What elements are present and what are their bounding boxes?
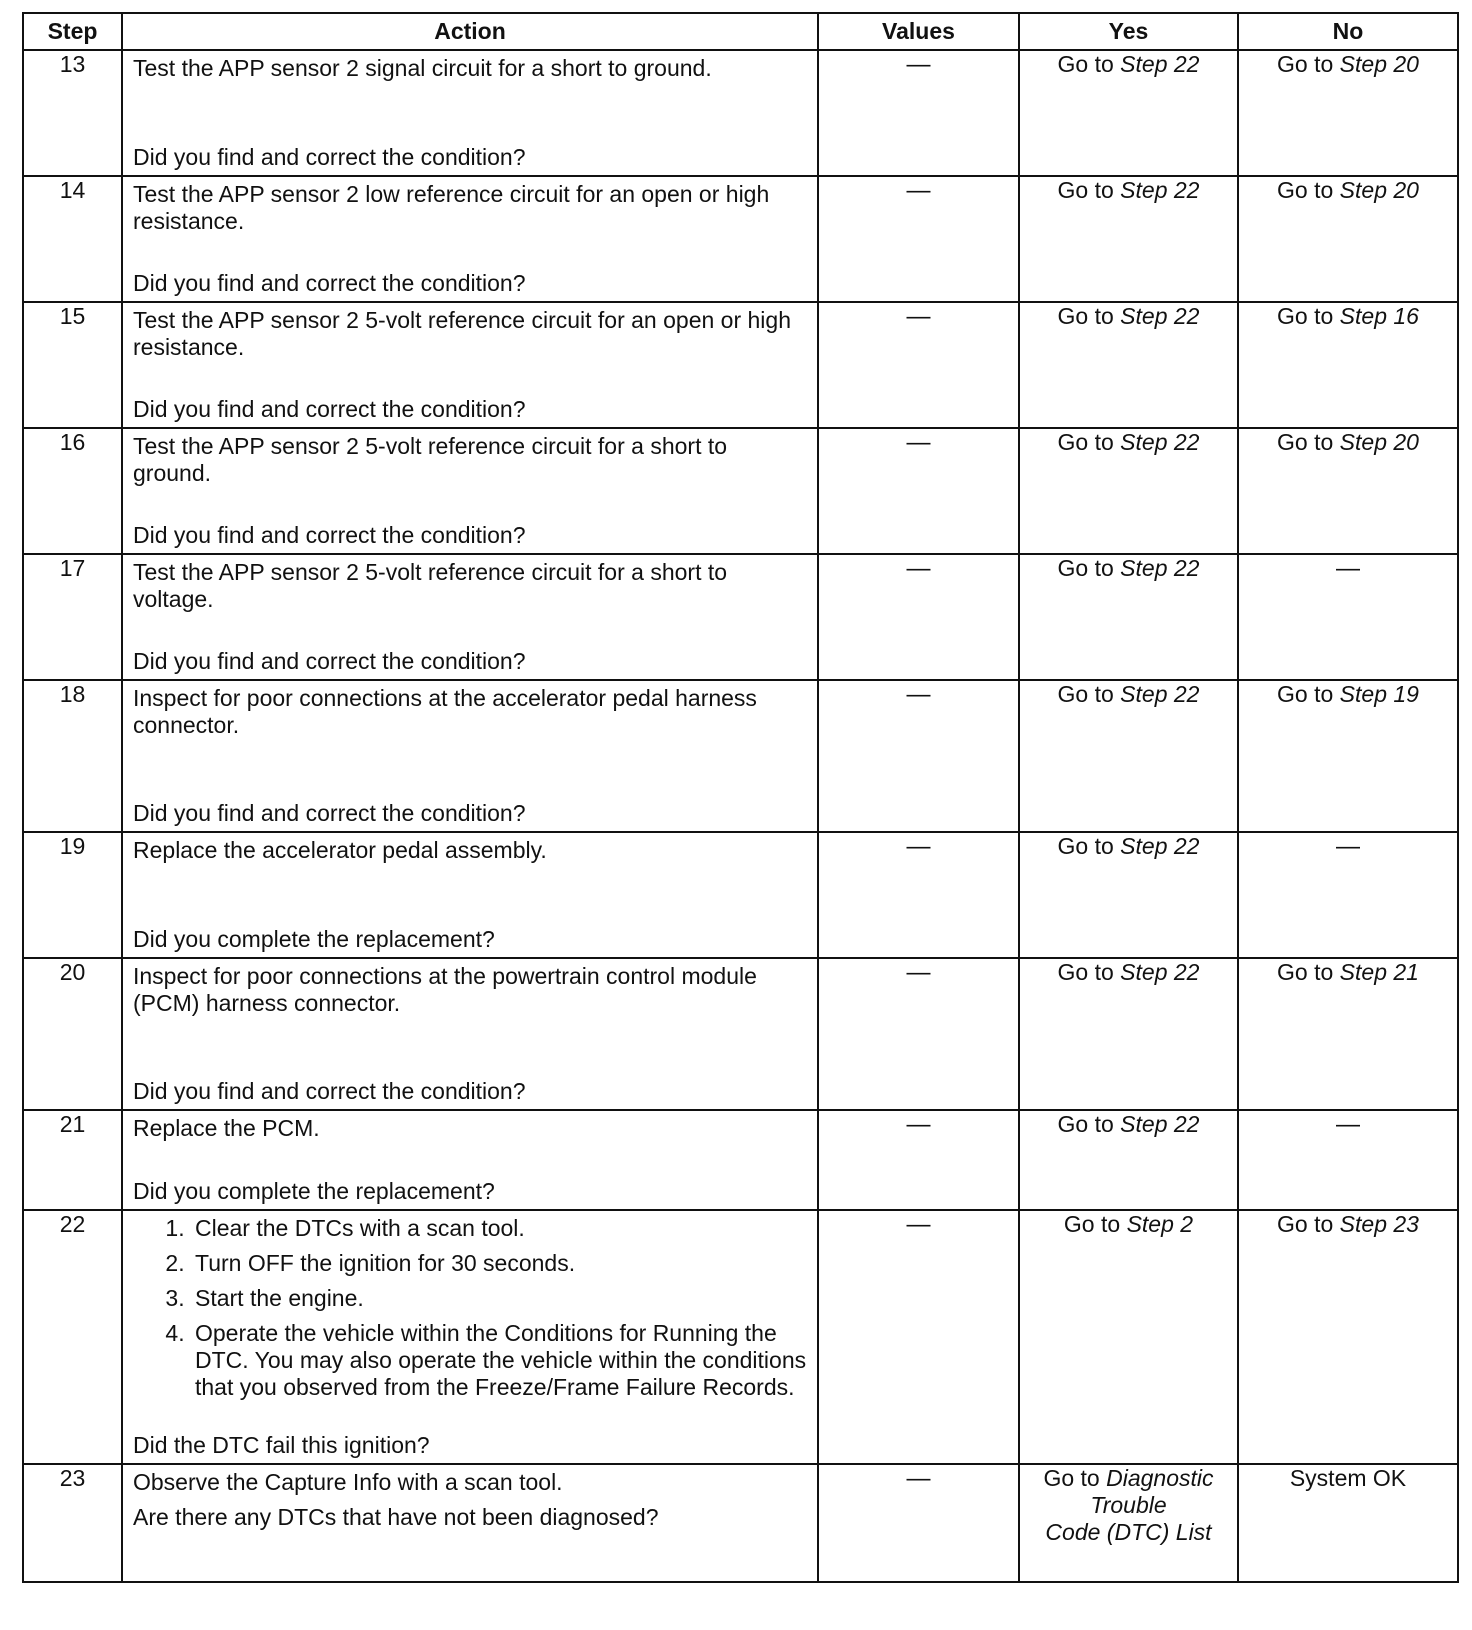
- action-text: Inspect for poor connections at the accelerator pedal harness connector.: [133, 685, 757, 738]
- values-cell: —: [818, 302, 1019, 428]
- header-step: Step: [23, 13, 122, 50]
- substep-item: 2. Turn OFF the ignition for 30 seconds.: [191, 1250, 807, 1277]
- action-text: Inspect for poor connections at the powertrain control module (PCM) harness connector.: [133, 963, 757, 1016]
- action-text: Test the APP sensor 2 signal circuit for a short to ground.: [133, 55, 712, 81]
- step-number: 22: [23, 1210, 122, 1464]
- table-row: [23, 1110, 1458, 1210]
- action-cell: [122, 50, 818, 176]
- no-cell: [1238, 958, 1458, 1110]
- diagnostic-table: [22, 12, 1459, 1583]
- action-question: Did you find and correct the condition?: [133, 800, 526, 826]
- no-goto: Go to: [1277, 429, 1334, 455]
- table-row: [23, 302, 1458, 428]
- values-cell: —: [818, 554, 1019, 680]
- header-row: [23, 13, 1458, 50]
- values-cell: —: [818, 50, 1019, 176]
- step-number: 15: [23, 302, 122, 428]
- action-text: Test the APP sensor 2 5-volt reference circuit for an open or high resistance.: [133, 307, 791, 360]
- values-cell: —: [818, 428, 1019, 554]
- no-cell: [1238, 176, 1458, 302]
- action-cell: [122, 1210, 818, 1464]
- step-number: 14: [23, 176, 122, 302]
- values-cell: —: [818, 1464, 1019, 1582]
- action-question: Did you find and correct the condition?: [133, 270, 526, 296]
- header-values: Values: [818, 13, 1019, 50]
- substep-list: [133, 1215, 807, 1401]
- no-goto: Go to: [1277, 51, 1334, 77]
- header-yes: Yes: [1019, 13, 1238, 50]
- yes-step-link[interactable]: Step 22: [1120, 177, 1200, 203]
- action-question: Did you find and correct the condition?: [133, 1078, 526, 1104]
- no-cell: [1238, 680, 1458, 832]
- yes-goto: Go to: [1057, 177, 1114, 203]
- yes-step-link[interactable]: Step 22: [1120, 555, 1200, 581]
- no-goto: Go to: [1277, 681, 1334, 707]
- action-cell: [122, 680, 818, 832]
- no-goto: Go to: [1277, 177, 1334, 203]
- table-row: [23, 832, 1458, 958]
- yes-goto: Go to: [1057, 1111, 1114, 1137]
- yes-goto: Go to: [1057, 681, 1114, 707]
- yes-cell: [1019, 1210, 1238, 1464]
- action-cell: [122, 428, 818, 554]
- yes-cell: [1019, 958, 1238, 1110]
- yes-goto: Go to: [1043, 1465, 1100, 1491]
- action-cell: [122, 302, 818, 428]
- action-cell: [122, 176, 818, 302]
- yes-step-link[interactable]: Step 22: [1120, 429, 1200, 455]
- table-row: [23, 176, 1458, 302]
- action-question: Did the DTC fail this ignition?: [133, 1432, 430, 1458]
- no-goto: Go to: [1277, 303, 1334, 329]
- table-row: [23, 1464, 1458, 1582]
- action-cell: [122, 1464, 818, 1582]
- yes-step-link[interactable]: Step 22: [1120, 681, 1200, 707]
- yes-goto: Go to: [1057, 555, 1114, 581]
- no-cell: System OK: [1238, 1464, 1458, 1582]
- action-cell: [122, 1110, 818, 1210]
- values-cell: —: [818, 1110, 1019, 1210]
- step-number: 17: [23, 554, 122, 680]
- yes-cell: [1019, 50, 1238, 176]
- no-step-link[interactable]: Step 20: [1339, 177, 1419, 203]
- no-step-link[interactable]: Step 20: [1339, 51, 1419, 77]
- no-step-link[interactable]: Step 21: [1339, 959, 1419, 985]
- table-row: [23, 554, 1458, 680]
- action-question: Did you find and correct the condition?: [133, 396, 526, 422]
- yes-step-link[interactable]: Step 22: [1120, 303, 1200, 329]
- action-question: Did you complete the replacement?: [133, 926, 495, 952]
- dtc-link-line-1: Diagnostic Trouble: [1090, 1465, 1214, 1518]
- action-question: Did you find and correct the condition?: [133, 522, 526, 548]
- yes-cell: [1019, 1110, 1238, 1210]
- step-number: 19: [23, 832, 122, 958]
- action-question: Did you complete the replacement?: [133, 1178, 495, 1204]
- values-cell: —: [818, 832, 1019, 958]
- action-question: Did you find and correct the condition?: [133, 648, 526, 674]
- yes-goto: Go to: [1057, 303, 1114, 329]
- no-goto: Go to: [1277, 959, 1334, 985]
- table-row: [23, 428, 1458, 554]
- no-step-link[interactable]: Step 16: [1339, 303, 1419, 329]
- no-cell: —: [1238, 1110, 1458, 1210]
- no-goto: Go to: [1277, 1211, 1334, 1237]
- yes-goto: Go to: [1057, 429, 1114, 455]
- action-cell: [122, 554, 818, 680]
- values-cell: —: [818, 176, 1019, 302]
- no-step-link[interactable]: Step 20: [1339, 429, 1419, 455]
- yes-step-link[interactable]: Step 22: [1120, 959, 1200, 985]
- no-cell: [1238, 1210, 1458, 1464]
- step-number: 18: [23, 680, 122, 832]
- step-number: 20: [23, 958, 122, 1110]
- action-text: Test the APP sensor 2 low reference circuit for an open or high resistance.: [133, 181, 770, 234]
- yes-goto: Go to: [1057, 833, 1114, 859]
- action-text: Test the APP sensor 2 5-volt reference circuit for a short to voltage.: [133, 559, 728, 612]
- substep-item: 1. Clear the DTCs with a scan tool.: [191, 1215, 807, 1242]
- step-number: 23: [23, 1464, 122, 1582]
- no-cell: [1238, 428, 1458, 554]
- yes-goto: Go to: [1057, 51, 1114, 77]
- action-question: Did you find and correct the condition?: [133, 144, 526, 170]
- step-number: 21: [23, 1110, 122, 1210]
- yes-step-link[interactable]: Step 22: [1120, 833, 1200, 859]
- action-text: Test the APP sensor 2 5-volt reference circuit for a short to ground.: [133, 433, 728, 486]
- yes-cell: [1019, 428, 1238, 554]
- step-number: 13: [23, 50, 122, 176]
- no-step-link[interactable]: Step 23: [1339, 1211, 1419, 1237]
- yes-step-link[interactable]: Step 22: [1120, 1111, 1200, 1137]
- values-cell: —: [818, 680, 1019, 832]
- yes-goto: Go to: [1057, 959, 1114, 985]
- action-cell: [122, 958, 818, 1110]
- values-cell: —: [818, 958, 1019, 1110]
- yes-cell: [1019, 302, 1238, 428]
- action-text: Observe the Capture Info with a scan tool.: [133, 1469, 563, 1495]
- yes-cell: [1019, 176, 1238, 302]
- no-cell: —: [1238, 832, 1458, 958]
- table-row: [23, 50, 1458, 176]
- action-text: Replace the accelerator pedal assembly.: [133, 837, 547, 863]
- table-row: [23, 1210, 1458, 1464]
- yes-step-link[interactable]: Step 2: [1126, 1211, 1194, 1237]
- step-number: 16: [23, 428, 122, 554]
- table-row: [23, 958, 1458, 1110]
- yes-cell: [1019, 832, 1238, 958]
- yes-step-link[interactable]: Step 22: [1120, 51, 1200, 77]
- yes-cell: [1019, 1464, 1238, 1582]
- no-step-link[interactable]: Step 19: [1339, 681, 1419, 707]
- values-cell: —: [818, 1210, 1019, 1464]
- no-cell: [1238, 302, 1458, 428]
- header-no: No: [1238, 13, 1458, 50]
- yes-cell: [1019, 554, 1238, 680]
- action-question: Are there any DTCs that have not been diagnosed?: [133, 1504, 659, 1530]
- dtc-link-line-2: Code (DTC) List: [1045, 1519, 1212, 1545]
- yes-goto: Go to: [1063, 1211, 1121, 1237]
- action-cell: [122, 832, 818, 958]
- no-cell: —: [1238, 554, 1458, 680]
- action-text: Replace the PCM.: [133, 1115, 320, 1141]
- yes-cell: [1019, 680, 1238, 832]
- substep-item: 3. Start the engine.: [191, 1285, 807, 1312]
- substep-item: 4. Operate the vehicle within the Conditions for Running the DTC. You may also operate the vehicle within the conditions that you observed from the Freeze/Frame Failure Records.: [191, 1320, 807, 1401]
- header-action: Action: [122, 13, 818, 50]
- no-cell: [1238, 50, 1458, 176]
- table-row: [23, 680, 1458, 832]
